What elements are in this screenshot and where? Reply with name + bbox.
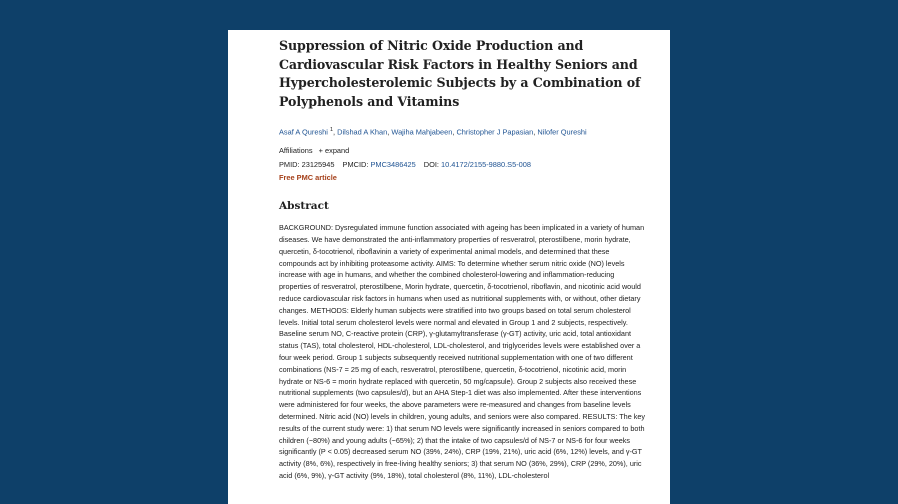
author-link[interactable]: Christopher J Papasian <box>456 127 534 137</box>
author-link[interactable]: Dilshad A Khan <box>337 127 388 137</box>
author-list: Asaf A Qureshi $^1$, Dilshad A Khan, Wajiha Mahjabeen, Christopher J Papasian, Nilofer Qureshi <box>279 127 587 137</box>
affiliation-marker[interactable]: 1 <box>329 127 334 133</box>
author-link[interactable]: Asaf A Qureshi <box>279 127 328 137</box>
abstract-body: BACKGROUND: Dysregulated immune function associated with ageing has been implicated in a variety of human diseases. We have demonstrated the anti-inflammatory properties of resveratrol, pterostilbene, morin hydrate, quercetin, δ-tocotrienol, riboflavinin a variety of experimental animal models, and determined that these compounds act by inhibiting proteasome activity. AIMS: To determine whether serum nitric oxide (NO) levels increase with age in humans, and whether the combined cholesterol-lowering and inflammation-reducing properties of resveratrol, pterostilbene, Morin hydrate, quercetin, δ-tocotrienol, riboflavin, and nicotinic acid would reduce cardiovascular risk factors in humans when used as nutritional supplements with, or without, other dietary changes. METHODS: Elderly human subjects were stratified into two groups based on total serum cholesterol levels. Initial total serum cholesterol levels were normal and elevated in Group 1 and 2 subjects, respectively. Baseline serum NO, C-reactive protein (CRP), γ-glutamyltransferase (γ-GT) activity, uric acid, total antioxidant status (TAS), total cholesterol, HDL-cholesterol, LDL-cholesterol, and triglycerides levels were established over a four week period. Group 1 subjects subsequently received nutritional supplementation with one of two different combinations (NS-7 = 25 mg of each, resveratrol, pterostilbene, quercetin, δ-tocotrienol, nicotinic acid, morin hydrate or NS-6 = morin hydrate replaced with quercetin, 50 mg/capsule). Group 2 subjects also received these nutritional supplements (two capsules/d), but an AHA Step-1 diet was also implemented. After these interventions were administered for four weeks, the above parameters were re-measured and changes from baseline levels determined. Nitric acid (NO) levels in children, young adults, and seniors were also compared. RESULTS: The key results of the current study were: 1) that serum NO levels were significantly increased in seniors compared to both children (~80%) and young adults (~65%); 2) that the intake of two capsules/d of NS-7 or NS-6 for four weeks significantly (P < 0.05) decreased serum NO (39%, 24%), CRP (19%, 21%), uric acid (6%, 12%) levels, and γ-GT activity (8%, 6%), respectively in free-living healthy seniors; 3) that serum NO (36%, 29%), CRP (29%, 20%), uric acid (6%, 9%), γ-GT activity (9%, 18%), total cholesterol (8%, 11%), LDL-cholesterol <box>279 223 646 480</box>
article-page <box>228 30 670 504</box>
expand-link[interactable]: expand <box>325 146 350 156</box>
author-link[interactable]: Nilofer Qureshi <box>537 127 587 137</box>
pmcid-label: PMCID: <box>342 160 369 170</box>
pmid-value: 23125945 <box>301 160 335 170</box>
affiliations-label: Affiliations <box>279 146 313 156</box>
author-link[interactable]: Wajiha Mahjabeen <box>391 127 453 137</box>
abstract-heading: Abstract <box>279 200 329 213</box>
free-pmc-badge[interactable]: Free PMC article <box>279 173 337 183</box>
pmid-label: PMID: <box>279 160 300 170</box>
doi-label: DOI: <box>423 160 439 170</box>
pmcid-link[interactable]: PMC3486425 <box>370 160 416 170</box>
doi-link[interactable]: 10.4172/2155-9880.S5-008 <box>441 160 532 170</box>
identifiers-row <box>279 160 648 170</box>
article-title: Suppression of Nitric Oxide Production and Cardiovascular Risk Factors in Healthy Seniors and Hypercholesterolemic Subjects by a Combination of Polyphenols and Vitamins <box>279 38 641 109</box>
affiliations-row <box>279 146 648 156</box>
expand-icon[interactable]: + <box>318 146 323 156</box>
